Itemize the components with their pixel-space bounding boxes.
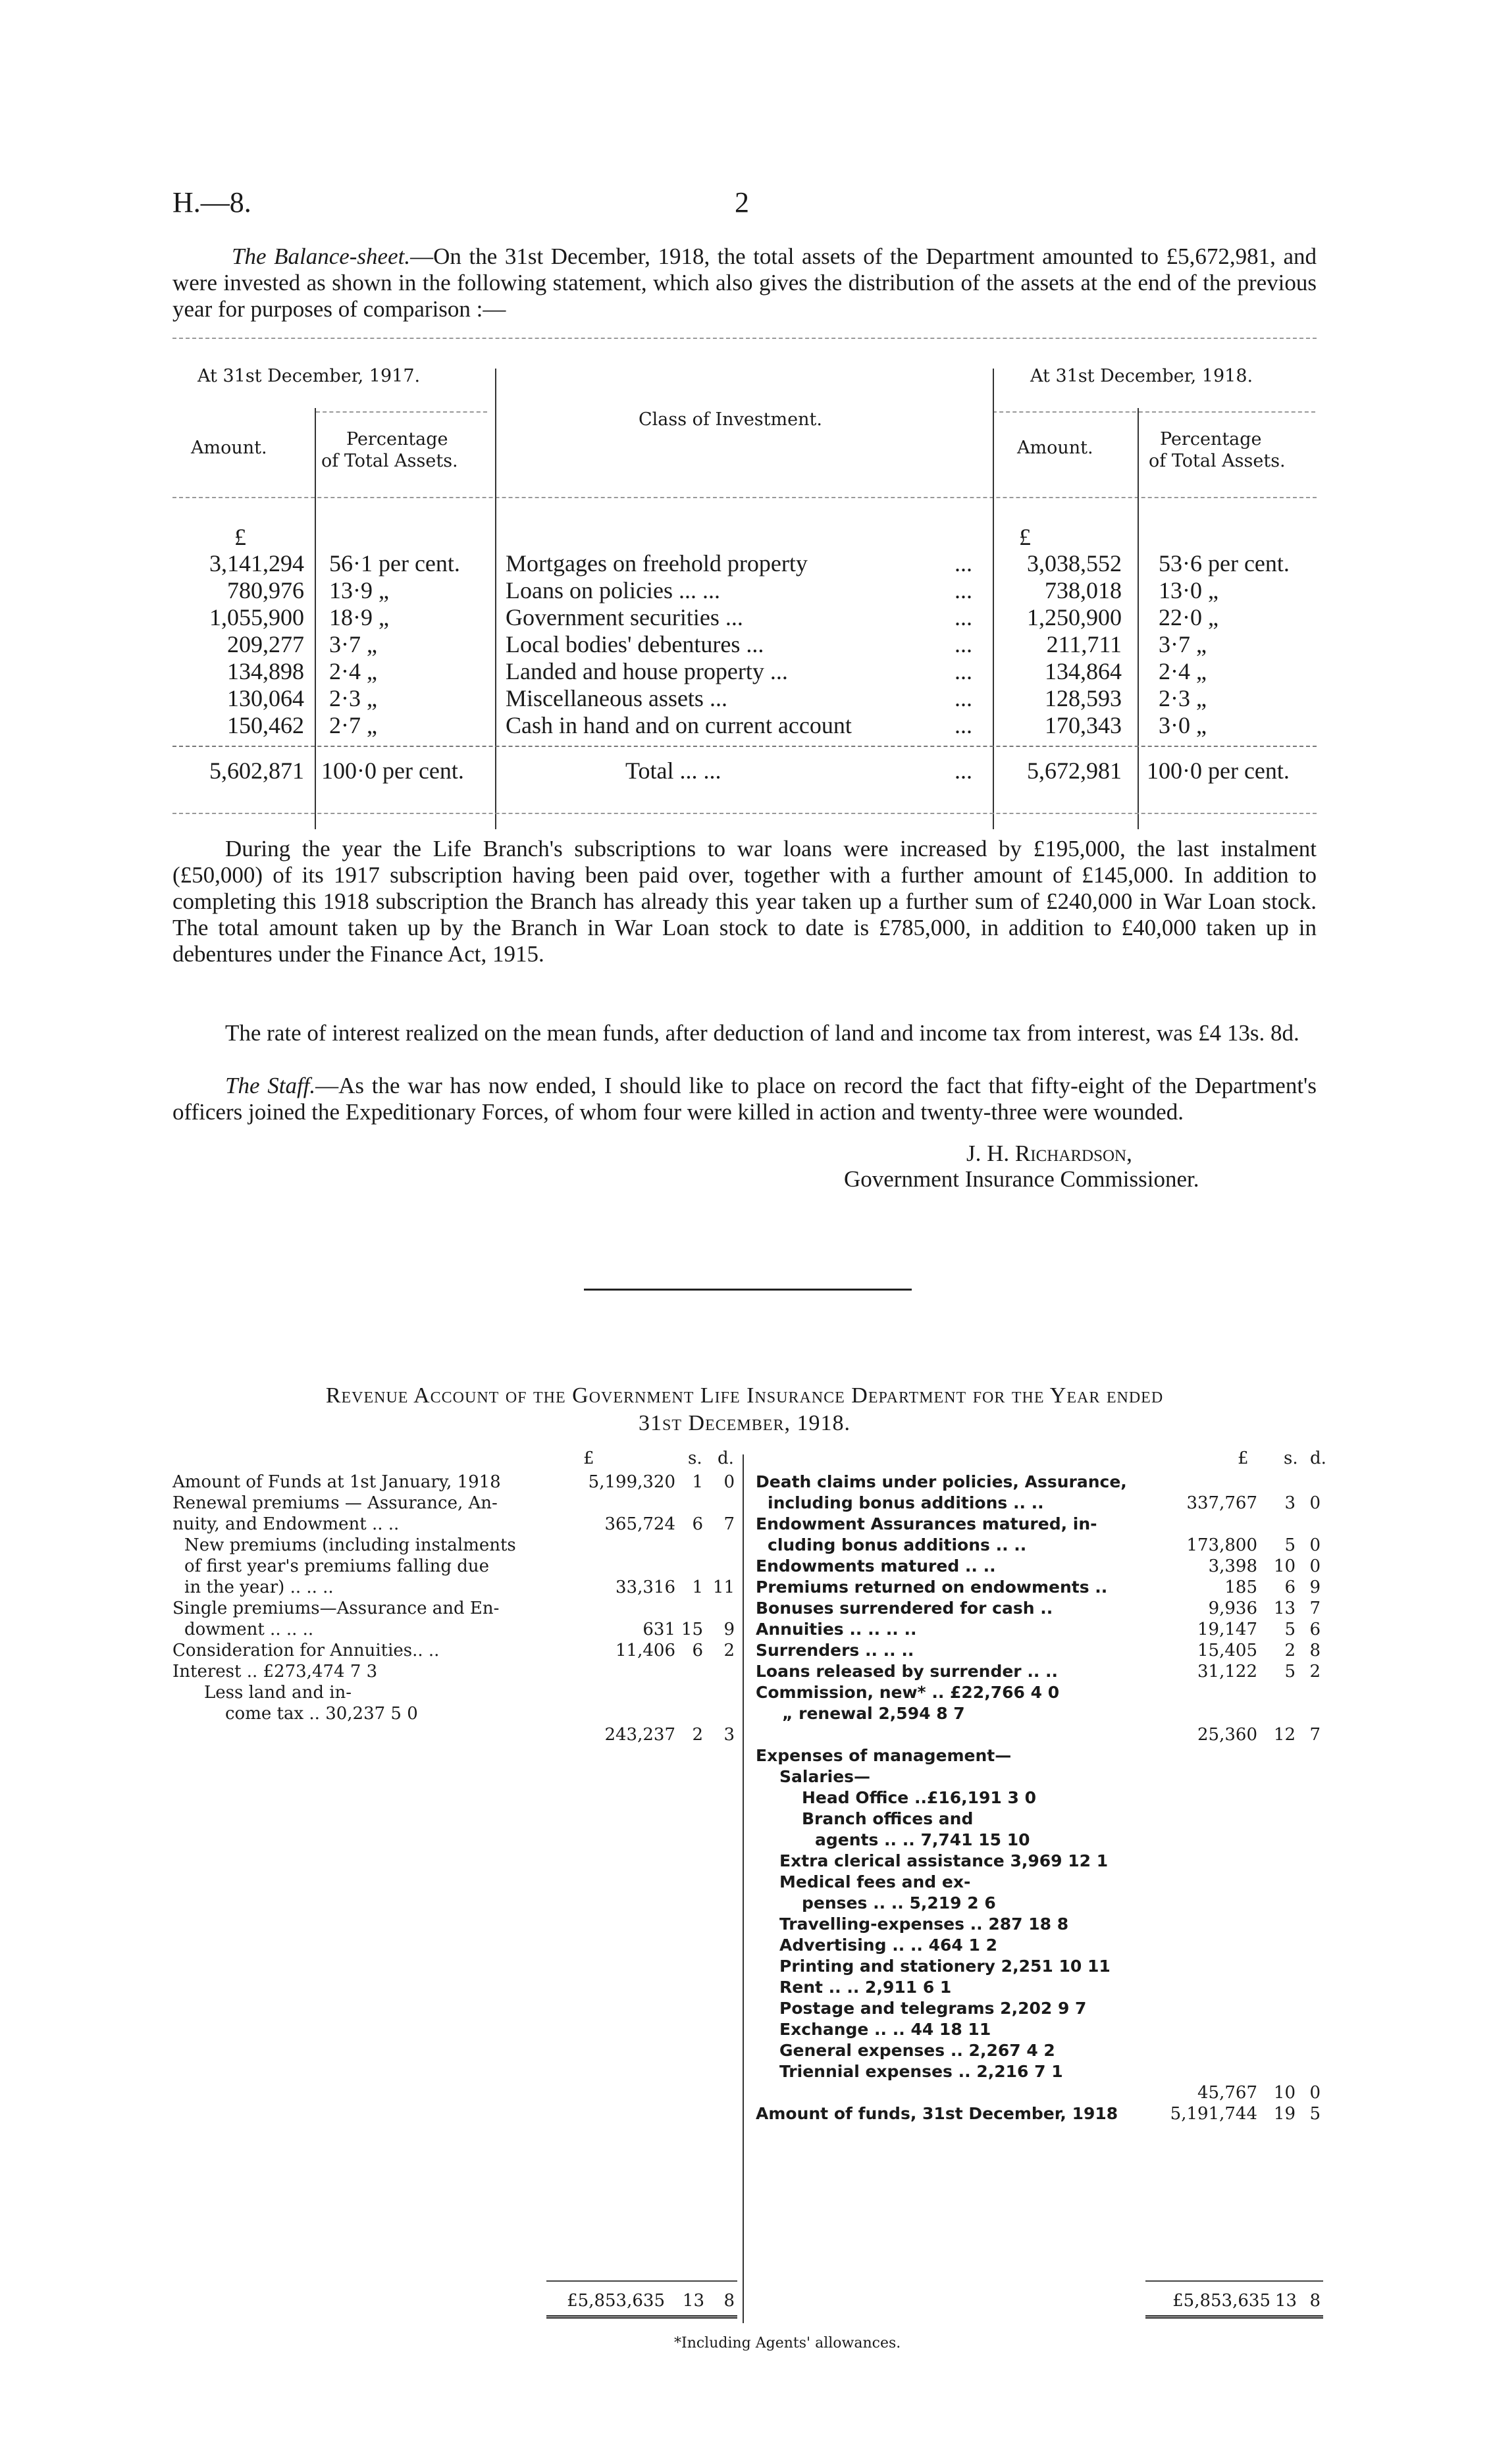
right-item-pence: 0 [1309,1556,1321,1576]
left-item-label: New premiums (including instalments [184,1535,516,1555]
right-item-pounds: 5,191,744 [1170,2104,1257,2124]
right-item-label: Premiums returned on endowments .. [756,1578,1108,1597]
left-total-pence: 8 [723,2291,735,2311]
intro-text: —On the 31st December, 1918, the total assets of the Department amounted to £5,672,981, and were invested as shown in the following statement, which also gives the distribution of the assets at the end of the previous year for purposes of comparison :— [172,244,1317,322]
asset-pct-1917: 3·7 „ [329,631,377,657]
asset-pct-1918: 22·0 „ [1159,604,1218,630]
right-item-label: agents .. .. 7,741 15 10 [815,1830,1030,1849]
right-item-pence: 0 [1309,1493,1321,1513]
right-item-pence: 6 [1309,1620,1321,1639]
right-item-shillings: 12 [1273,1725,1296,1745]
asset-class: Cash in hand and on current account [506,712,852,738]
signature-title: Government Insurance Commissioner. [844,1166,1199,1192]
left-total-pounds: £5,853,635 [567,2291,665,2311]
asset-amount-1918: 211,711 [1046,631,1122,657]
war-loans-paragraph: During the year the Life Branch's subscriptions to war loans were increased by £195,000, the last instalment (£50,000) of its 1917 subscription having been paid over, together with a further amount of £145,000. In addition to completing this 1918 subscription the Branch has already this year taken up a further sum of £240,000 in War Loan stock. The total amount taken up by the Branch in War Loan stock to date is £785,000, in addition to £40,000 taken up in debentures under the Finance Act, 1915. [172,836,1317,967]
total-pct-1918: 100·0 per cent. [1147,757,1290,784]
page-reference: H.—8. [172,186,251,218]
asset-amount-1918: 738,018 [1045,577,1122,603]
left-item-shillings: 1 [692,1472,703,1492]
left-item-pounds: 33,316 [616,1578,675,1597]
right-total-pounds: £5,853,635 [1172,2291,1270,2311]
right-total-double-rule [1145,2315,1323,2319]
right-item-label: Branch offices and [802,1809,974,1828]
table-top-rule [172,338,1317,339]
right-item-label: Head Office ..£16,191 3 0 [802,1788,1037,1807]
right-item-label: Endowment Assurances matured, in- [756,1514,1097,1533]
head-pct-1918-line1: Percentage [1160,429,1262,449]
right-item-label: Bonuses surrendered for cash .. [756,1599,1053,1618]
right-total-rule [1145,2280,1323,2282]
right-item-label: Loans released by surrender .. .. [756,1662,1059,1681]
right-item-pounds: 3,398 [1208,1556,1257,1576]
lsd-left-pound: £ [583,1449,594,1468]
lsd-right-s: s. [1284,1449,1298,1468]
col-rule [1138,408,1139,829]
right-item-pence: 8 [1309,1641,1321,1660]
asset-amount-1918: 134,864 [1045,658,1122,684]
col-rule [495,369,496,829]
right-item-label: Rent .. .. 2,911 6 1 [779,1978,952,1997]
right-item-pounds: 9,936 [1208,1599,1257,1618]
asset-amount-1918: 3,038,552 [1027,550,1122,577]
asset-class: Loans on policies ... ... [506,577,720,603]
asset-pct-1918: 53·6 per cent. [1159,550,1290,577]
asset-amount-1917: 130,064 [227,685,304,711]
revenue-title-line2: 31st December, 1918. [639,1411,851,1435]
right-item-shillings: 19 [1273,2104,1296,2124]
right-item-label: Expenses of management— [756,1746,1012,1765]
asset-pct-1918: 3·7 „ [1159,631,1207,657]
total-amount-1918: 5,672,981 [1027,757,1122,784]
asset-dots: ... [955,577,972,603]
asset-pct-1917: 56·1 per cent. [329,550,460,577]
left-item-pounds: 5,199,320 [588,1472,675,1492]
asset-pct-1917: 2·7 „ [329,712,377,738]
asset-amount-1918: 128,593 [1045,685,1122,711]
left-item-label: Amount of Funds at 1st January, 1918 [172,1472,501,1492]
right-item-pence: 7 [1309,1725,1321,1745]
asset-dots: ... [955,550,972,577]
left-total-rule [546,2280,737,2282]
asset-class: Government securities ... [506,604,743,630]
asset-amount-1918: 1,250,900 [1027,604,1122,630]
right-item-label: General expenses .. 2,267 4 2 [779,2041,1055,2060]
right-item-pounds: 19,147 [1197,1620,1257,1639]
head-class: Class of Investment. [639,409,822,430]
right-item-label: Advertising .. .. 464 1 2 [779,1936,997,1955]
right-item-pence: 2 [1309,1662,1321,1681]
right-item-pounds: 173,800 [1186,1535,1257,1555]
right-item-pounds: 31,122 [1197,1662,1257,1681]
total-pct-1917: 100·0 per cent. [321,757,464,784]
right-item-label: „ renewal 2,594 8 7 [782,1704,965,1723]
asset-pct-1917: 2·3 „ [329,685,377,711]
asset-amount-1917: 209,277 [227,631,304,657]
lsd-left-s: s. [688,1449,702,1468]
table-bottom-rule [172,813,1317,814]
staff-text: —As the war has now ended, I should like to place on record the fact that fifty-eight of the Department's officers joined the Expeditionary Forces, of whom four were killed in action and twenty-three were wounded. [172,1073,1317,1125]
left-item-label: Consideration for Annuities.. .. [172,1641,440,1660]
signature-name: J. H. Richardson, [966,1141,1132,1166]
section-divider [584,1289,912,1291]
left-item-shillings: 1 [692,1578,703,1597]
total-label: Total ... ... [625,757,721,784]
intro-paragraph [172,244,1317,322]
asset-amount-1917: 1,055,900 [209,604,304,630]
revenue-title-line1: Revenue Account of the Government Life Insurance Department for the Year ended [325,1383,1164,1408]
left-item-label: Less land and in- [204,1683,352,1703]
left-item-pence: 11 [712,1578,735,1597]
asset-pct-1918: 3·0 „ [1159,712,1207,738]
right-item-label: Surrenders .. .. .. [756,1641,914,1660]
right-item-label: cluding bonus additions .. .. [768,1535,1027,1554]
asset-pct-1917: 18·9 „ [329,604,389,630]
right-item-label: Postage and telegrams 2,202 9 7 [779,1999,1087,2018]
right-item-pounds: 185 [1224,1578,1257,1597]
right-item-shillings: 10 [1273,2083,1296,2103]
right-item-pounds: 337,767 [1186,1493,1257,1513]
asset-dots: ... [955,712,972,738]
asset-dots: ... [955,631,972,657]
right-item-pence: 7 [1309,1599,1321,1618]
pound-sign-1917: £ [234,524,246,550]
lsd-right-pound: £ [1238,1449,1249,1468]
right-item-shillings: 3 [1284,1493,1296,1513]
total-dots: ... [955,757,972,784]
left-item-shillings: 6 [692,1514,703,1534]
right-item-label: including bonus additions .. .. [768,1493,1044,1512]
left-item-pence: 3 [723,1725,735,1745]
left-item-pounds: 631 [642,1620,675,1639]
staff-paragraph [172,1073,1317,1125]
right-item-shillings: 5 [1284,1535,1296,1555]
asset-amount-1917: 150,462 [227,712,304,738]
asset-amount-1918: 170,343 [1045,712,1122,738]
left-item-pence: 0 [723,1472,735,1492]
lsd-left-d: d. [718,1449,734,1468]
left-total-double-rule [546,2315,737,2319]
asset-dots: ... [955,685,972,711]
left-item-pounds: 365,724 [604,1514,675,1534]
lsd-right-d: d. [1310,1449,1326,1468]
pound-sign-1918: £ [1019,524,1031,550]
right-item-label: Extra clerical assistance 3,969 12 1 [779,1851,1109,1870]
head-amount-1918: Amount. [1017,438,1093,458]
header-bottom-rule [172,497,1317,498]
left-item-shillings: 2 [692,1725,703,1745]
right-item-label: penses .. .. 5,219 2 6 [802,1893,996,1912]
left-item-label: nuity, and Endowment .. .. [172,1514,400,1534]
right-item-shillings: 6 [1284,1578,1296,1597]
col-rule [315,408,316,829]
right-item-label: Printing and stationery 2,251 10 11 [779,1957,1111,1976]
revenue-account-title [172,1382,1317,1437]
asset-pct-1917: 13·9 „ [329,577,389,603]
right-item-label: Exchange .. .. 44 18 11 [779,2020,991,2039]
left-item-label: come tax .. 30,237 5 0 [225,1704,418,1724]
left-item-label: Interest .. £273,474 7 3 [172,1662,378,1681]
page-number: 2 [735,186,749,218]
head-pct-1917-line1: Percentage [346,429,448,449]
left-item-pounds: 243,237 [604,1725,675,1745]
right-item-shillings: 10 [1273,1556,1296,1576]
left-item-pence: 7 [723,1514,735,1534]
right-item-label: Medical fees and ex- [779,1872,971,1891]
right-item-label: Travelling-expenses .. 287 18 8 [779,1914,1069,1934]
asset-dots: ... [955,658,972,684]
right-item-pence: 9 [1309,1578,1321,1597]
asset-amount-1917: 134,898 [227,658,304,684]
right-item-pence: 0 [1309,1535,1321,1555]
asset-pct-1917: 2·4 „ [329,658,377,684]
asset-pct-1918: 2·3 „ [1159,685,1207,711]
right-item-label: Amount of funds, 31st December, 1918 [756,2104,1118,2123]
asset-class: Mortgages on freehold property [506,550,808,577]
rule [993,411,1315,413]
left-item-pounds: 11,406 [616,1641,675,1660]
asset-pct-1918: 13·0 „ [1159,577,1218,603]
interest-paragraph: The rate of interest realized on the mean funds, after deduction of land and income tax from interest, was £4 13s. 8d. [225,1020,1299,1046]
right-item-label: Death claims under policies, Assurance, [756,1472,1127,1491]
right-item-label: Commission, new* .. £22,766 4 0 [756,1683,1060,1702]
head-pct-1917-line2: of Total Assets. [321,451,458,471]
asset-class: Local bodies' debentures ... [506,631,764,657]
right-item-label: Salaries— [779,1767,871,1786]
staff-lead: The Staff. [225,1073,316,1098]
head-1917: At 31st December, 1917. [197,366,421,386]
right-item-pence: 0 [1309,2083,1321,2103]
left-item-label: of first year's premiums falling due [184,1556,490,1576]
right-item-pounds: 25,360 [1197,1725,1257,1745]
intro-lead: The Balance-sheet. [232,244,411,269]
right-item-pence: 5 [1309,2104,1321,2124]
left-item-shillings: 15 [681,1620,703,1639]
left-item-pence: 2 [723,1641,735,1660]
asset-class: Landed and house property ... [506,658,788,684]
right-item-pounds: 45,767 [1197,2083,1257,2103]
asset-pct-1918: 2·4 „ [1159,658,1207,684]
head-pct-1918-line2: of Total Assets. [1149,451,1286,471]
right-total-shillings: 13 [1274,2291,1297,2311]
left-item-label: dowment .. .. .. [184,1620,314,1639]
right-item-shillings: 5 [1284,1620,1296,1639]
total-rule [172,746,1317,747]
left-item-pence: 9 [723,1620,735,1639]
asset-class: Miscellaneous assets ... [506,685,727,711]
revenue-center-rule [743,1454,744,2323]
rule [316,411,487,413]
head-1918: At 31st December, 1918. [1030,366,1253,386]
right-item-label: Annuities .. .. .. .. [756,1620,917,1639]
left-item-label: Renewal premiums — Assurance, An- [172,1493,498,1513]
right-item-pounds: 15,405 [1197,1641,1257,1660]
left-item-shillings: 6 [692,1641,703,1660]
right-item-label: Triennial expenses .. 2,216 7 1 [779,2062,1063,2081]
asset-dots: ... [955,604,972,630]
right-item-label: Endowments matured .. .. [756,1556,996,1576]
right-item-shillings: 13 [1273,1599,1296,1618]
right-item-shillings: 2 [1284,1641,1296,1660]
head-amount-1917: Amount. [191,438,267,458]
asset-amount-1917: 3,141,294 [209,550,304,577]
left-item-label: in the year) .. .. .. [184,1578,334,1597]
revenue-footnote: *Including Agents' allowances. [674,2335,901,2351]
right-item-shillings: 5 [1284,1662,1296,1681]
asset-amount-1917: 780,976 [227,577,304,603]
total-amount-1917: 5,602,871 [209,757,304,784]
left-item-label: Single premiums—Assurance and En- [172,1599,500,1618]
left-total-shillings: 13 [682,2291,704,2311]
right-total-pence: 8 [1309,2291,1321,2311]
